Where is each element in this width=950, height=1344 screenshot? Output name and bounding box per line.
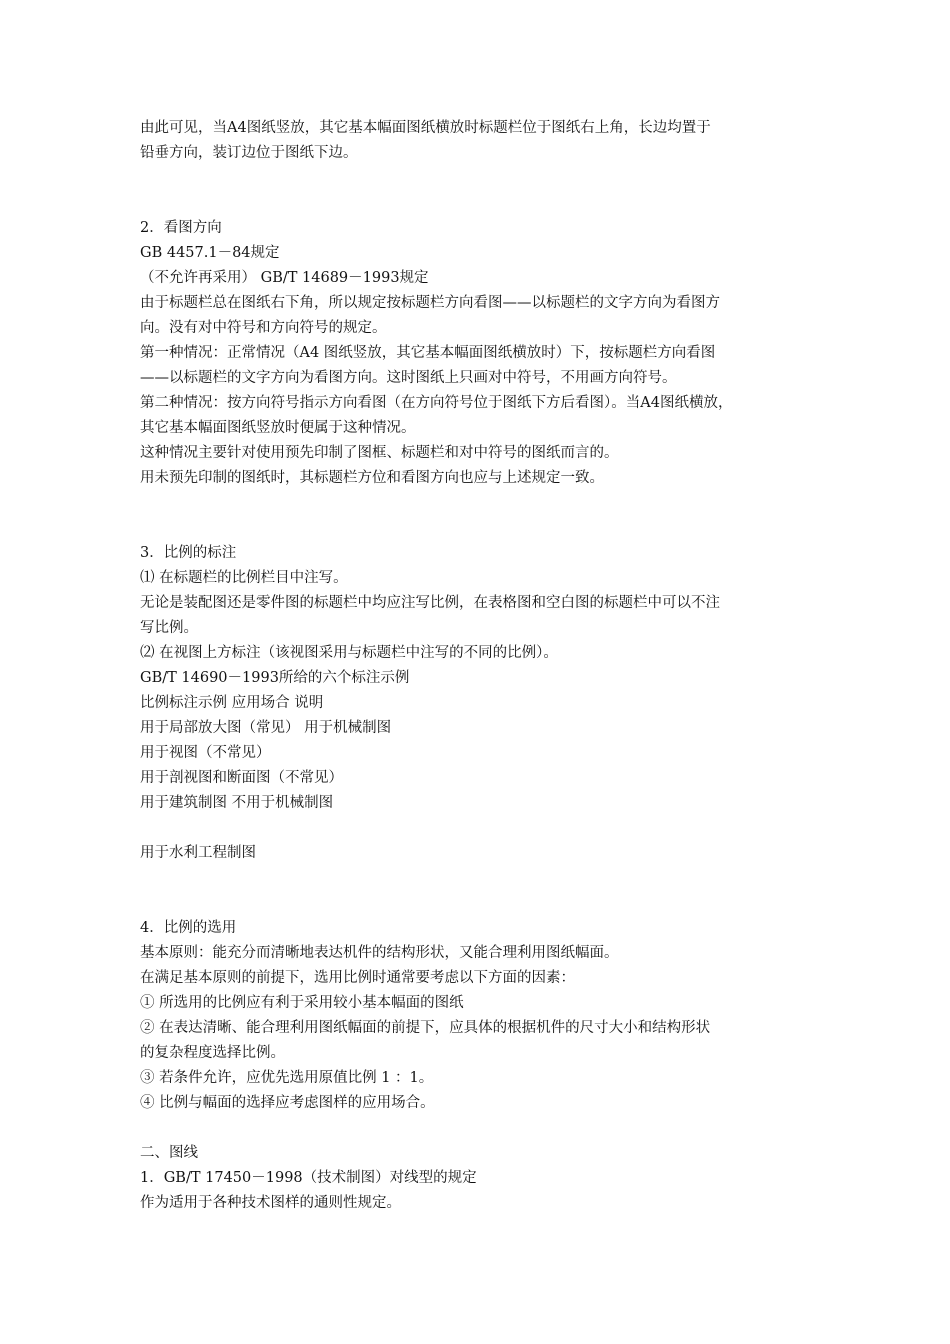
section-4-factor-4: ④ 比例与幅面的选择应考虑图样的应用场合。 xyxy=(140,1095,435,1111)
intro-line-2: 铅垂方向，装订边位于图纸下边。 xyxy=(140,145,358,161)
examples-row-2: 用于视图（不常见） xyxy=(140,745,271,761)
section-2-para-2-line-2: ——以标题栏的文字方向为看图方向。这时图纸上只画对中符号，不用画方向符号。 xyxy=(140,370,677,386)
section-3-item-1: ⑴ 在标题栏的比例栏目中注写。 xyxy=(140,570,348,586)
section-2-para-2-line-1: 第一种情况：正常情况（A4 图纸竖放，其它基本幅面图纸横放时）下，按标题栏方向看图 xyxy=(140,345,716,361)
section-4-factor-1: ① 所选用的比例应有利于采用较小基本幅面的图纸 xyxy=(140,995,464,1011)
part-2-heading: 二、图线 xyxy=(140,1145,198,1161)
section-4-factor-2-line-1: ② 在表达清晰、能合理利用图纸幅面的前提下，应具体的根据机件的尺寸大小和结构形状 xyxy=(140,1020,711,1036)
part-2-sub-1-text: 作为适用于各种技术图样的通则性规定。 xyxy=(140,1195,401,1211)
examples-row-1: 用于局部放大图（常见） 用于机械制图 xyxy=(140,720,392,736)
section-4-factor-3: ③ 若条件允许，应优先选用原值比例 1 ：1。 xyxy=(140,1070,434,1086)
examples-row-5: 用于水利工程制图 xyxy=(140,845,256,861)
section-3-item-2: ⑵ 在视图上方标注（该视图采用与标题栏中注写的不同的比例）。 xyxy=(140,645,558,661)
section-3-item-1-text-line-1: 无论是装配图还是零件图的标题栏中均应注写比例，在表格图和空白图的标题栏中可以不注 xyxy=(140,595,720,611)
section-2-para-3-line-1: 第二种情况：按方向符号指示方向看图（在方向符号位于图纸下方后看图）。当A4图纸横放， xyxy=(140,395,733,411)
examples-row-3: 用于剖视图和断面图（不常见） xyxy=(140,770,343,786)
section-2-para-5: 用未预先印制的图纸时，其标题栏方位和看图方向也应与上述规定一致。 xyxy=(140,470,604,486)
intro-line-1: 由此可见，当A4图纸竖放，其它基本幅面图纸横放时标题栏位于图纸右上角，长边均置于 xyxy=(140,120,711,136)
part-2-sub-1: 1．GB/T 17450－1998（技术制图）对线型的规定 xyxy=(140,1170,477,1186)
section-4-factors: 在满足基本原则的前提下，选用比例时通常要考虑以下方面的因素： xyxy=(140,970,575,986)
section-2-para-4: 这种情况主要针对使用预先印制了图框、标题栏和对中符号的图纸而言的。 xyxy=(140,445,619,461)
section-3-heading: 3．比例的标注 xyxy=(140,545,237,561)
gb-old-standard: GB 4457.1－84规定 xyxy=(140,245,280,261)
examples-title: GB/T 14690－1993所给的六个标注示例 xyxy=(140,670,410,686)
section-4-factor-2-line-2: 的复杂程度选择比例。 xyxy=(140,1045,285,1061)
gb-new-standard: （不允许再采用） GB/T 14689－1993规定 xyxy=(140,270,429,286)
section-2-para-1-line-1: 由于标题栏总在图纸右下角，所以规定按标题栏方向看图——以标题栏的文字方向为看图方 xyxy=(140,295,720,311)
section-4-principle: 基本原则：能充分而清晰地表达机件的结构形状，又能合理利用图纸幅面。 xyxy=(140,945,619,961)
section-2-para-1-line-2: 向。没有对中符号和方向符号的规定。 xyxy=(140,320,387,336)
section-2-para-3-line-2: 其它基本幅面图纸竖放时便属于这种情况。 xyxy=(140,420,416,436)
examples-table-header: 比例标注示例 应用场合 说明 xyxy=(140,695,324,711)
examples-row-4: 用于建筑制图 不用于机械制图 xyxy=(140,795,334,811)
section-4-heading: 4．比例的选用 xyxy=(140,920,237,936)
section-3-item-1-text-line-2: 写比例。 xyxy=(140,620,198,636)
section-2-heading: 2．看图方向 xyxy=(140,220,222,236)
